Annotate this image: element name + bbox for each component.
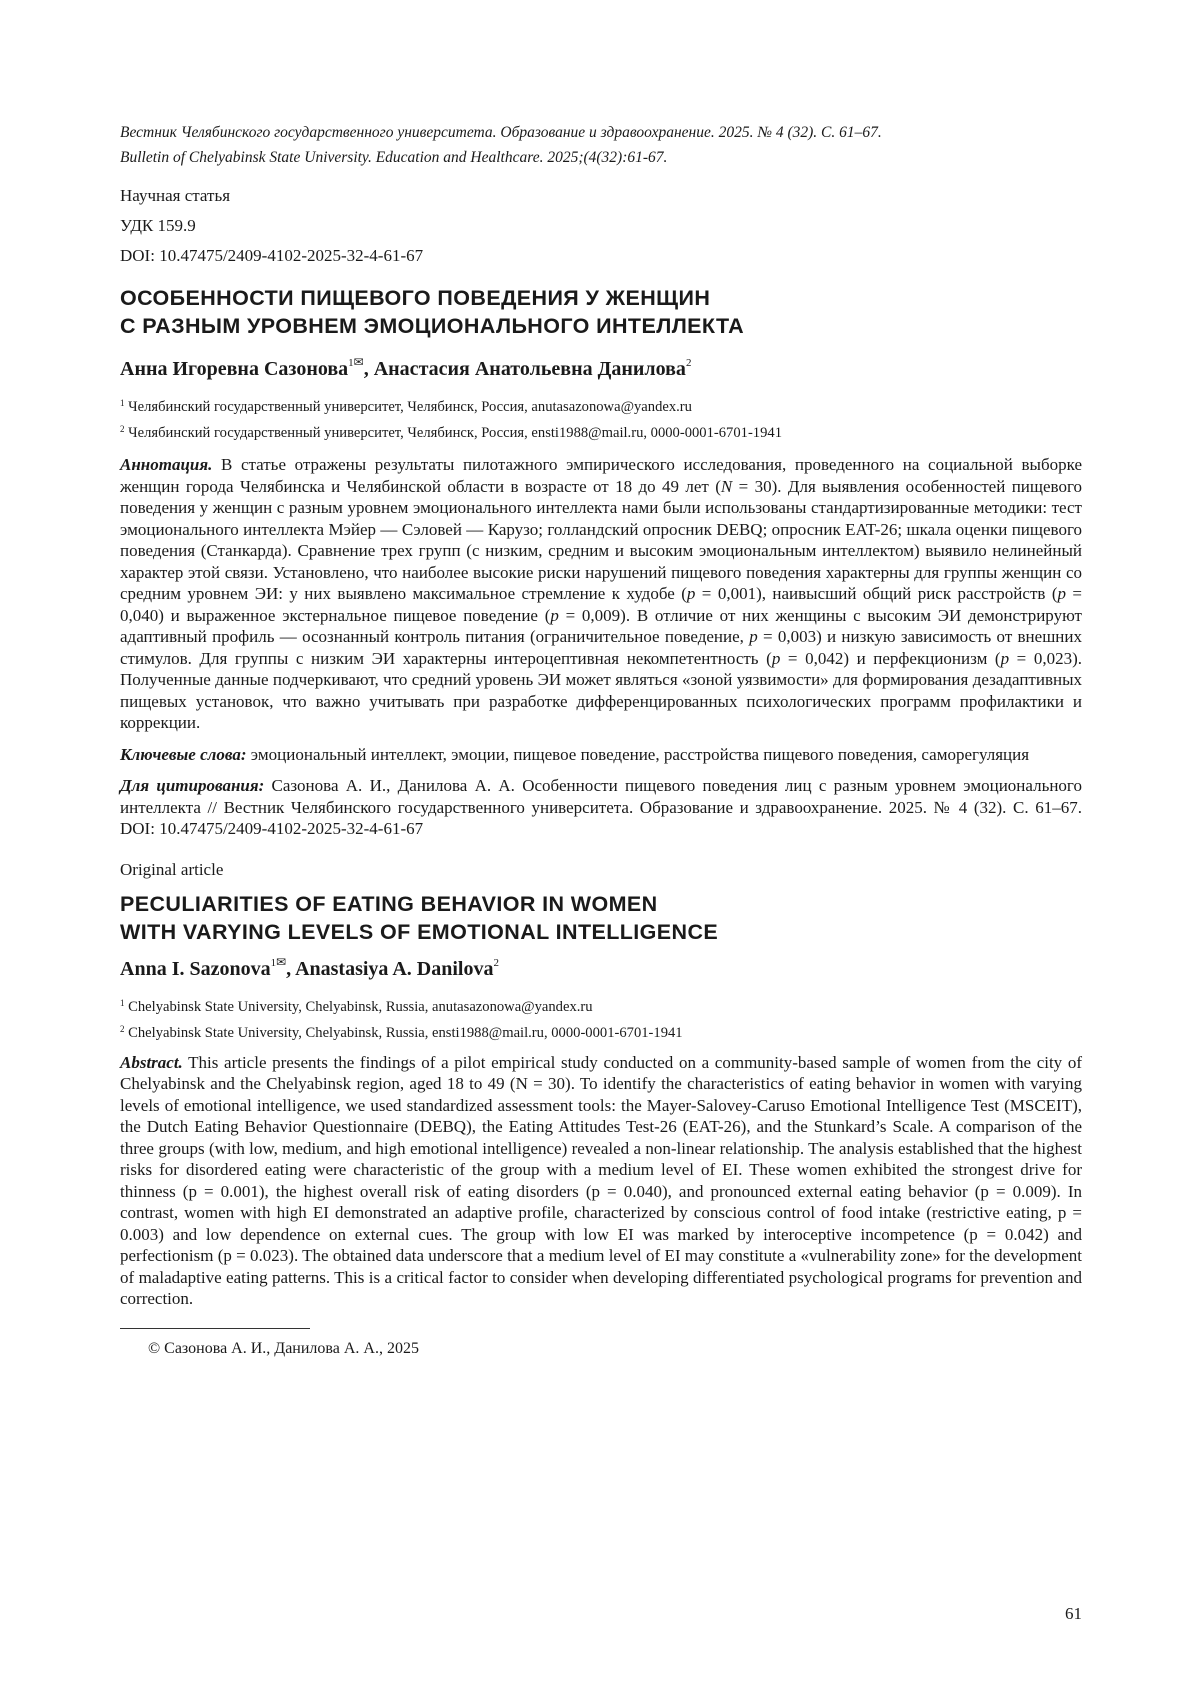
- abstract-ru-text-1: В статье отражены результаты пилотажного эмпирического исследования, проведенного на социальной выборке женщин города Челябинска и Челябинской области в возрасте от 18 до 49 лет (: [120, 455, 1083, 496]
- author-sep-ru: ,: [363, 358, 374, 380]
- abstract-ru-text-3: = 0,001), наивысший общий риск расстройств (: [695, 584, 1058, 603]
- p-symbol: p: [686, 584, 696, 603]
- footnote-divider: [120, 1328, 310, 1329]
- author2-en: Anastasiya A. Danilova: [295, 957, 494, 980]
- citation-ru: [120, 775, 1082, 840]
- affiliation-ru-1: [120, 398, 1082, 416]
- affiliation-en-2: [120, 1024, 1082, 1042]
- udk: УДК 159.9: [120, 216, 196, 235]
- article-type-ru: Научная статья: [120, 186, 231, 205]
- p-symbol: p: [550, 605, 559, 625]
- title-en-line2: WITH VARYING LEVELS OF EMOTIONAL INTELLIGENCE: [120, 919, 719, 944]
- envelope-icon: ✉: [353, 355, 364, 369]
- authors-en: [120, 956, 1082, 982]
- affiliation-ru-1-num: 1: [120, 398, 125, 408]
- affiliation-en-1-num: 1: [120, 997, 125, 1008]
- author1-ru-sup: 1: [348, 357, 354, 369]
- abstract-ru-n: N: [720, 476, 733, 496]
- author1-en-sup: 1: [270, 956, 277, 969]
- abstract-ru-text-2: = 30). Для выявления особенностей пищевого поведения у женщин с разным уровнем эмоционального интеллекта нами были использованы стандартизированные методики: тест эмоционального интеллекта Мэйер — Сэловей — Карузо; голландский опросник DEBQ; опросник EAT-26; шкала оценки пищевого поведения (Станкарда). Сравнение трех групп (с низким, средним и высоким эмоциональным интеллектом) выявило нелинейный характер этой связи. Установлено, что наиболее высокие риски нарушений пищевого поведения характерны для группы женщин со средним уровнем ЭИ: у них выявлено максимальное стремление к худобе (: [120, 476, 1082, 603]
- p-symbol: p: [1057, 584, 1066, 603]
- p-symbol: p: [749, 627, 758, 646]
- author2-en-sup: 2: [493, 956, 499, 969]
- keywords-ru: [120, 744, 1082, 766]
- abstract-ru-label: Аннотация.: [120, 455, 213, 474]
- abstract-ru-text-7: = 0,042) и перфекционизм (: [780, 648, 1001, 668]
- title-ru-line2: С РАЗНЫМ УРОВНЕМ ЭМОЦИОНАЛЬНОГО ИНТЕЛЛЕКТА: [120, 314, 745, 338]
- affiliation-en-2-num: 2: [120, 1023, 125, 1034]
- title-en-line1: PECULIARITIES OF EATING BEHAVIOR IN WOMEN: [120, 891, 658, 916]
- author-sep-en: ,: [286, 957, 296, 980]
- affiliation-ru-1-text: Челябинский государственный университет, Челябинск, Россия, anutasazonowa@yandex.ru: [128, 399, 692, 415]
- keywords-ru-text: эмоциональный интеллект, эмоции, пищевое поведение, расстройства пищевого поведения, саморегуляция: [246, 744, 1030, 764]
- abstract-en-label: Abstract.: [120, 1052, 183, 1072]
- copyright: © Сазонова А. И., Данилова А. А., 2025: [148, 1339, 419, 1357]
- abstract-en-text: This article presents the findings of a pilot empirical study conducted on a community-based sample of women from the city of Chelyabinsk and the Chelyabinsk region, aged 18 to 49 (N = 30). To identify the characteristics of eating behavior in women with varying levels of emotional intelligence, we used standardized assessment tools: the Mayer-Salovey-Caruso Emotional Intelligence Test (MSCEIT), the Dutch Eating Behavior Questionnaire (DEBQ), the Eating Attitudes Test-26 (EAT-26), and the Stunkard’s Scale. A comparison of the three groups (with low, medium, and high emotional intelligence) revealed a non-linear relationship. The analysis established that the highest risks for disordered eating were characteristic of the group with a medium level of EI. These women exhibited the strongest drive for thinness (p = 0.001), the highest overall risk of eating disorders (p = 0.040), and pronounced external eating behavior (p = 0.009). In contrast, women with high EI demonstrated an adaptive profile, characterized by conscious control of food intake (restrictive eating, p = 0.003) and low dependence on external cues. The group with low EI was marked by interoceptive incompetence (p = 0.042) and perfectionism (p = 0.023). The obtained data underscore that a medium level of EI may constitute a «vulnerability zone» for the development of maladaptive eating patterns. This is a critical factor to consider when developing differentiated psychological programs for prevention and correction.: [120, 1052, 1082, 1308]
- author2-ru: Анастасия Анатольевна Данилова: [373, 358, 686, 380]
- title-en: [120, 890, 1082, 946]
- abstract-ru-text-6: = 0,003) и низкую зависимость от внешних стимулов. Для группы с низким ЭИ характерны интероцептивная некомпетентность (: [120, 627, 1082, 668]
- affiliation-en-1: [120, 998, 1082, 1016]
- journal-header-ru: Вестник Челябинского государственного университета. Образование и здравоохранение. 2025. № 4 (32). С. 61–67.: [120, 124, 882, 141]
- author1-ru: Анна Игоревна Сазонова: [120, 358, 349, 380]
- abstract-ru-text-8: = 0,023). Полученные данные подчеркивают, что средний уровень ЭИ может являться «зоной уязвимости» для формирования дезадаптивных пищевых установок, что важно учитывать при разработке дифференцированных психологических программ профилактики и коррекции.: [120, 648, 1083, 732]
- affiliation-en-2-text: Chelyabinsk State University, Chelyabinsk, Russia, ensti1988@mail.ru, 0000-0001-6701-1941: [128, 1024, 683, 1041]
- author1-en: Anna I. Sazonova: [120, 957, 271, 980]
- affiliation-ru-2-num: 2: [120, 424, 125, 434]
- authors-ru: [120, 356, 1082, 382]
- affiliation-ru-2-text: Челябинский государственный университет, Челябинск, Россия, ensti1988@mail.ru, 0000-0001-6701-1941: [128, 425, 782, 441]
- page-number: 61: [1065, 1604, 1082, 1623]
- abstract-ru-text-5: = 0,009). В отличие от них женщины с высоким ЭИ демонстрируют адаптивный профиль — осознанный контроль питания (ограничительное поведение,: [120, 605, 1082, 646]
- keywords-ru-label: Ключевые слова:: [120, 744, 247, 764]
- citation-ru-label: Для цитирования:: [120, 776, 265, 795]
- journal-header-en: Bulletin of Chelyabinsk State University. Education and Healthcare. 2025;(4(32):61-67.: [120, 149, 668, 166]
- journal-header: [120, 120, 1082, 170]
- abstract-ru: [120, 454, 1082, 734]
- author2-ru-sup: 2: [685, 357, 692, 369]
- p-symbol: p: [771, 648, 781, 668]
- article-type-en: Original article: [120, 859, 224, 879]
- title-ru: [120, 284, 1082, 340]
- abstract-en: [120, 1052, 1082, 1310]
- affiliation-en-1-text: Chelyabinsk State University, Chelyabinsk, Russia, anutasazonowa@yandex.ru: [128, 998, 593, 1015]
- envelope-icon: ✉: [276, 954, 287, 969]
- p-symbol: p: [1000, 648, 1010, 668]
- citation-ru-text: Сазонова А. И., Данилова А. А. Особенности пищевого поведения лиц с разным уровнем эмоционального интеллекта // Вестник Челябинского государственного университета. Образование и здравоохранение. 2025. № 4 (32). С. 61–67. DOI: 10.47475/2409-4102-2025-32-4-61-67: [120, 776, 1082, 838]
- article-page: [120, 120, 1082, 1359]
- title-ru-line1: ОСОБЕННОСТИ ПИЩЕВОГО ПОВЕДЕНИЯ У ЖЕНЩИН: [120, 286, 711, 310]
- doi: DOI: 10.47475/2409-4102-2025-32-4-61-67: [120, 246, 424, 265]
- affiliation-ru-2: [120, 424, 1082, 442]
- abstract-ru-text-4: = 0,040) и выраженное экстернальное пищевое поведение (: [120, 584, 1082, 625]
